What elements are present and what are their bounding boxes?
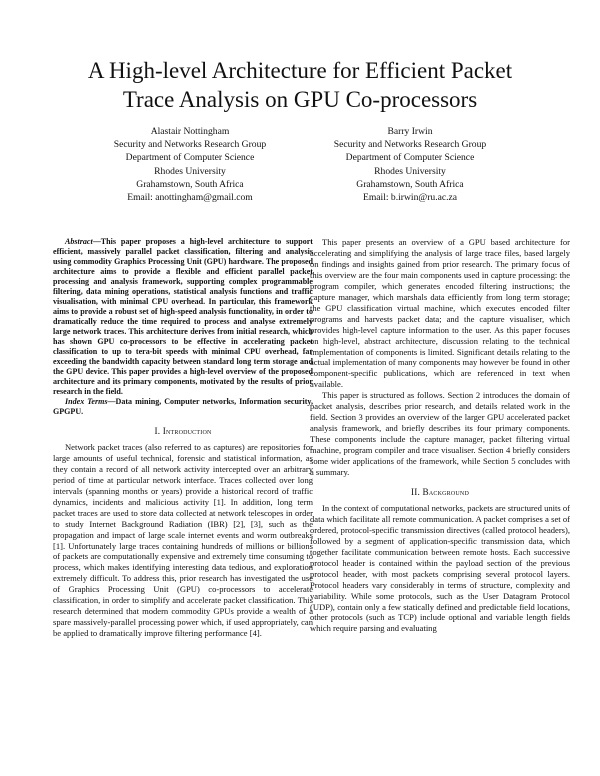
author-group: Security and Networks Research Group: [333, 139, 487, 151]
structure-paragraph: This paper is structured as follows. Section 2 introduces the domain of packet analysis, describes prior research, and details related work in the field. Section 3 provides an overview of the larger GPU accelerated packet analysis framework, and briefly describes its four primary components. These components include the capture manager, packet filtering virtual machine, program compiler and trace visualiser. Section 4 briefly considers some wider applications of the framework, while Section 5 concludes with a summary.: [310, 390, 570, 478]
author-univ: Rhodes University: [154, 165, 226, 177]
index-terms: [53, 397, 313, 417]
index-terms-text: —Data mining, Computer networks, Information security, GPGPU.: [53, 397, 313, 416]
author-dept: Department of Computer Science: [345, 152, 475, 164]
section-heading-background: II. Background: [411, 486, 469, 497]
index-terms-label: Index Terms: [65, 397, 108, 406]
section-heading-introduction: I. Introduction: [154, 426, 212, 436]
author-name: Alastair Nottingham: [150, 126, 230, 137]
author-city: Grahamstown, South Africa: [356, 178, 464, 190]
author-block-2: [300, 125, 520, 204]
title-line-2: Trace Analysis on GPU Co-processors: [122, 87, 478, 112]
author-city: Grahamstown, South Africa: [136, 178, 244, 190]
abstract: [53, 237, 313, 397]
author-name: Barry Irwin: [387, 126, 433, 137]
left-column: [53, 237, 313, 639]
background-paragraph: In the context of computational networks, packets are structured units of data which facilitate all remote communication. A packet comprises a set of ordered, protocol-specific transmission directives (called protocol headers), followed by a segment of application-specific transmission data, which together facilitate communication between remote hosts. Each successive protocol header is contained within the payload section of the previous protocol header, with most packets comprising several protocol layers. Protocol headers vary considerably in terms of structure, complexity and variability. While some protocols, such as the User Datagram Protocol (UDP), contain only a few statically defined and predictable field locations, other protocols (such as TCP) include optional and variable length fields which require parsing and evaluating: [310, 502, 570, 634]
intro-paragraph: Network packet traces (also referred to as captures) are repositories for large amounts of useful technical, forensic and statistical information, as they contain a record of all network activity intercepted over an arbitrary period of time at particular network interface. Traces collected over long intervals (spanning months or years) provide a historical record of traffic dynamics, incidents and malicious activity [1]. In addition, long term packet traces are used to store data collected at network telescopes in order to study Internet Background Radiation (IBR) [2], [3], such as the propagation and impact of large scale internet events and worm outbreaks [1]. Unfortunately large traces containing hundreds of millions or billions of packets are computationally expensive and extremely time consuming to process, which makes identifying interesting data tedious, and exploration extremely difficult. To address this, prior research has investigated the use of Graphics Processing Unit (GPU) co-processors to accelerate classification, in order to simplify and accelerate packet classification. This research determined that modern commodity GPUs provide a wealth of a spare massively-parallel processing power which, if used appropriately, can be applied to dramatically improve filtering performance [4].: [53, 441, 313, 639]
right-column: [310, 237, 570, 634]
title-line-1: A High-level Architecture for Efficient Packet: [87, 58, 513, 83]
author-email: Email: anottingham@gmail.com: [127, 192, 253, 204]
author-group: Security and Networks Research Group: [113, 139, 267, 151]
author-univ: Rhodes University: [374, 165, 446, 177]
author-block-1: [90, 125, 290, 204]
overview-paragraph: This paper presents an overview of a GPU based architecture for accelerating and simplifying the analysis of large trace files, based largely on findings and insights gained from prior research. The primary focus of this overview are the four main components used in capture processing: the program compiler, which generates encoded filtering instructions; the capture manager, which marshals data efficiently from long term storage; the GPU classification virtual machine, which executes encoded filter programs and harvests packet data; and the capture visualiser, which provides high-level capture information to the user. As this paper focuses on high-level, abstract architecture, discussion relating to the technical implementation of components is limited. Significant details relating to the actual implementation of many components may however be found in other component-specific publications, which are referenced in text when available.: [310, 237, 570, 390]
author-dept: Department of Computer Science: [125, 152, 255, 164]
abstract-text: —This paper proposes a high-level architecture to support efficient, massively parallel packet classification, filtering and analysis using commodity Graphics Processing Unit (GPU) hardware. The proposed architecture aims to provide a flexible and efficient parallel packet processing and analysis framework, supporting complex programmable filtering, data mining operations, statistical analysis functions and traffic visualisation, with minimal CPU overhead. In particular, this framework aims to provide a robust set of high-speed analysis functionality, in order to dramatically reduce the time required to process and analyse extremely large network traces. This architecture derives from initial research, which has shown GPU co-processors to be effective in accelerating packet classification to up to tera-bit speeds with minimal CPU overhead, far exceeding the bandwidth capacity between standard long term storage and the GPU device. This paper provides a high-level overview of the proposed architecture and its primary components, motivated by the results of prior research in the field.: [53, 237, 313, 396]
paper-title: [40, 56, 560, 114]
abstract-label: Abstract: [65, 237, 93, 246]
author-email: Email: b.irwin@ru.ac.za: [362, 192, 458, 204]
